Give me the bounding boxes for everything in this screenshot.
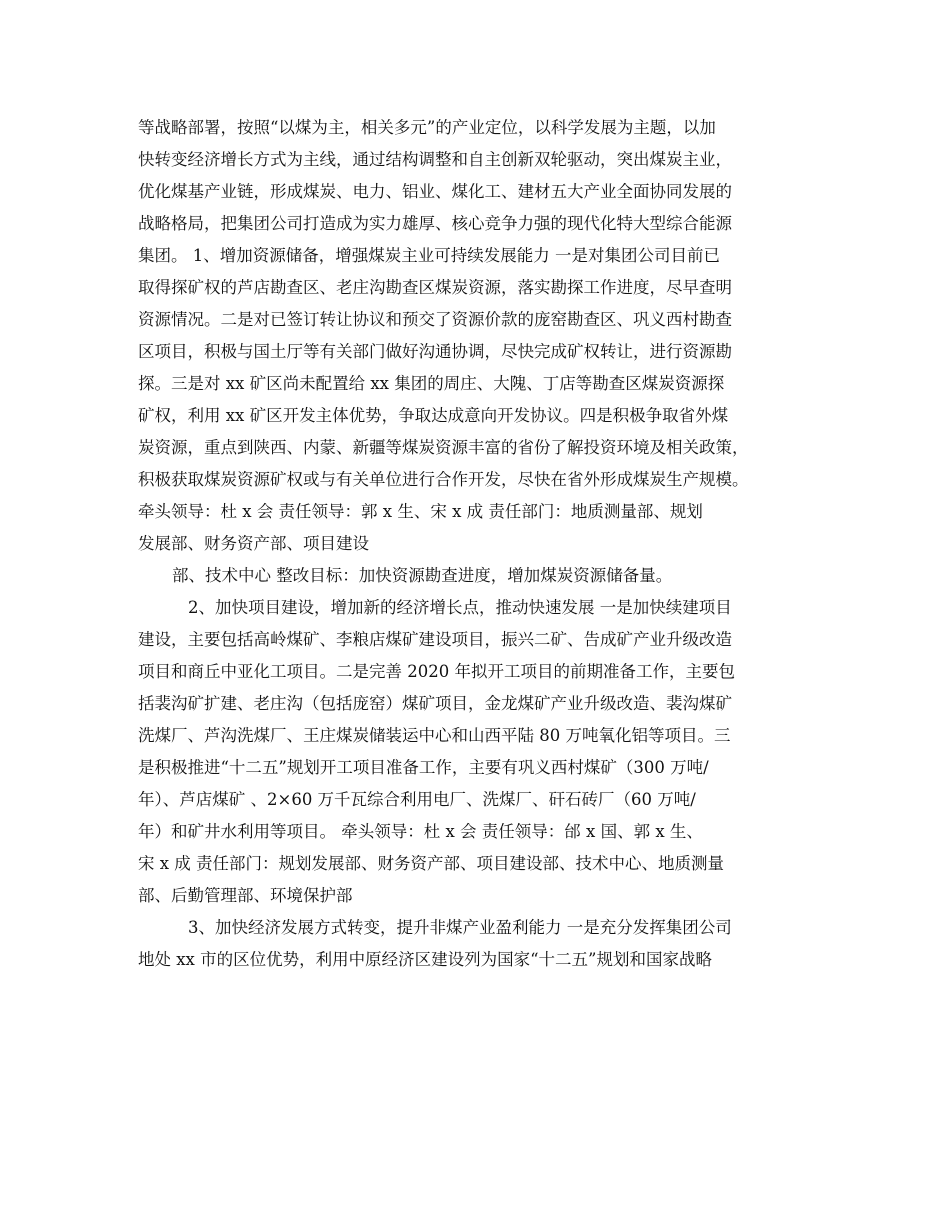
text-line: 矿权，利用 xx 矿区开发主体优势，争取达成意向开发协议。四是积极争取省外煤 — [138, 406, 729, 425]
text-line: 年）和矿井水利用等项目。 牵头领导：杜 x 会 责任领导：邰 x 国、郭 x 生、 — [138, 822, 703, 841]
text-line: 部、后勤管理部、环境保护部 — [138, 886, 353, 905]
text-line: 战略格局，把集团公司打造成为实力雄厚、核心竞争力强的现代化特大型综合能源 — [138, 214, 732, 233]
text-line: 优化煤基产业链，形成煤炭、电力、铝业、煤化工、建材五大产业全面协同发展的 — [138, 182, 732, 201]
body-text — [138, 112, 814, 976]
text-line: 是积极推进“十二五”规划开工项目准备工作，主要有巩义西村煤矿（300 万吨/ — [138, 758, 709, 777]
text-line: 等战略部署，按照“以煤为主，相关多元”的产业定位，以科学发展为主题，以加 — [138, 118, 716, 137]
text-line: 探。三是对 xx 矿区尚未配置给 xx 集团的周庄、大隗、丁店等勘查区煤炭资源探 — [138, 374, 725, 393]
text-line: 区项目，积极与国土厅等有关部门做好沟通协调，尽快完成矿权转让，进行资源勘 — [138, 342, 732, 361]
text-line: 地处 xx 市的区位优势，利用中原经济区建设列为国家“十二五”规划和国家战略 — [138, 950, 712, 969]
text-line: 年）、芦店煤矿 、2×60 万千瓦综合利用电厂、洗煤厂、矸石砖厂（60 万吨/ — [138, 790, 696, 809]
paragraph-start: 2、加快项目建设，增加新的经济增长点，推动快速发展 一是加快续建项目 — [188, 598, 732, 617]
text-line: 快转变经济增长方式为主线，通过结构调整和自主创新双轮驱动，突出煤炭主业， — [138, 150, 732, 169]
text-line: 宋 x 成 责任部门：规划发展部、财务资产部、项目建设部、技术中心、地质测量 — [138, 854, 725, 873]
text-line: 洗煤厂、芦沟洗煤厂、王庄煤炭储装运中心和山西平陆 80 万吨氧化铝等项目。三 — [138, 726, 731, 745]
text-line: 发展部、财务资产部、项目建设 — [138, 534, 369, 553]
text-line: 括裴沟矿扩建、老庄沟（包括庞窑）煤矿项目，金龙煤矿产业升级改造、裴沟煤矿 — [138, 694, 732, 713]
text-line: 积极获取煤炭资源矿权或与有关单位进行合作开发，尽快在省外形成煤炭生产规模。 — [138, 470, 749, 489]
text-line: 项目和商丘中亚化工项目。二是完善 2020 年拟开工项目的前期准备工作，主要包 — [138, 662, 735, 681]
text-line: 牵头领导：杜 x 会 责任领导：郭 x 生、宋 x 成 责任部门：地质测量部、规划 — [138, 502, 703, 521]
text-line: 取得探矿权的芦店勘查区、老庄沟勘查区煤炭资源，落实勘探工作进度，尽早查明 — [138, 278, 732, 297]
text-line: 建设，主要包括高岭煤矿、李粮店煤矿建设项目，振兴二矿、告成矿产业升级改造 — [138, 630, 732, 649]
text-line: 资源情况。二是对已签订转让协议和预交了资源价款的庞窑勘查区、巩义西村勘查 — [138, 310, 732, 329]
text-line: 炭资源，重点到陕西、内蒙、新疆等煤炭资源丰富的省份了解投资环境及相关政策， — [138, 438, 749, 457]
text-line: 部、技术中心 整改目标：加快资源勘查进度，增加煤炭资源储备量。 — [172, 566, 673, 585]
text-line: 集团。 1、增加资源储备，增强煤炭主业可持续发展能力 一是对集团公司目前已 — [138, 246, 720, 265]
paragraph-start: 3、加快经济发展方式转变，提升非煤产业盈利能力 一是充分发挥集团公司 — [188, 918, 732, 937]
